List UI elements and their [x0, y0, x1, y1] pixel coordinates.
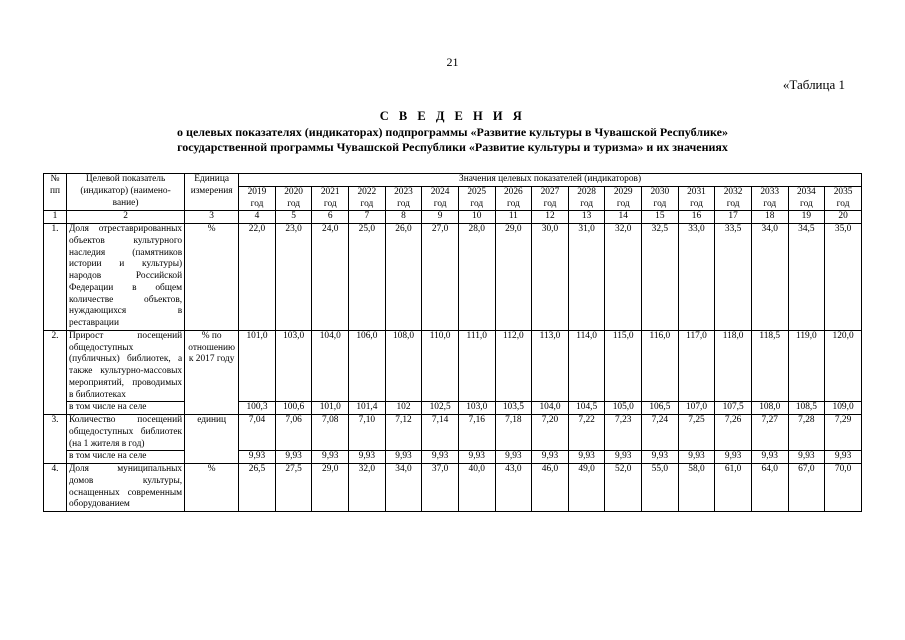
- subrow-value-cell: 9,93: [751, 451, 788, 464]
- table-row: [44, 415, 862, 451]
- subrow-value-cell: 100,6: [275, 402, 312, 415]
- header-unit: Единица измерения: [185, 174, 239, 211]
- column-number: 15: [642, 211, 679, 224]
- value-cell: 113,0: [532, 330, 569, 402]
- value-cell: 25,0: [349, 224, 386, 331]
- year-header: 2026 год: [495, 186, 532, 211]
- subrow-value-cell: 104,5: [568, 402, 605, 415]
- value-cell: 27,0: [422, 224, 459, 331]
- subrow-value-cell: 107,5: [715, 402, 752, 415]
- header-values-group: Значения целевых показателей (индикаторов): [239, 174, 862, 187]
- value-cell: 118,5: [751, 330, 788, 402]
- subrow-value-cell: 107,0: [678, 402, 715, 415]
- year-header: 2024 год: [422, 186, 459, 211]
- subrow-value-cell: 9,93: [532, 451, 569, 464]
- value-cell: 7,08: [312, 415, 349, 451]
- indicator-name: Количество посещений общедоступных библиотек (на 1 жителя в год): [67, 415, 185, 451]
- value-cell: 112,0: [495, 330, 532, 402]
- value-cell: 67,0: [788, 464, 825, 512]
- subrow-value-cell: 101,4: [349, 402, 386, 415]
- year-header: 2034 год: [788, 186, 825, 211]
- value-cell: 114,0: [568, 330, 605, 402]
- year-header: 2021 год: [312, 186, 349, 211]
- column-number: 14: [605, 211, 642, 224]
- value-cell: 7,14: [422, 415, 459, 451]
- value-cell: 24,0: [312, 224, 349, 331]
- subrow-value-cell: 9,93: [605, 451, 642, 464]
- column-number-row: [44, 211, 862, 224]
- column-number: 2: [67, 211, 185, 224]
- value-cell: 23,0: [275, 224, 312, 331]
- value-cell: 120,0: [825, 330, 862, 402]
- value-cell: 43,0: [495, 464, 532, 512]
- table-row: [44, 330, 862, 402]
- value-cell: 55,0: [642, 464, 679, 512]
- year-header: 2028 год: [568, 186, 605, 211]
- subrow-value-cell: 106,5: [642, 402, 679, 415]
- year-header: 2031 год: [678, 186, 715, 211]
- value-cell: 117,0: [678, 330, 715, 402]
- value-cell: 33,0: [678, 224, 715, 331]
- value-cell: 7,10: [349, 415, 386, 451]
- subrow-value-cell: 105,0: [605, 402, 642, 415]
- subrow-value-cell: 108,0: [751, 402, 788, 415]
- value-cell: 52,0: [605, 464, 642, 512]
- value-cell: 101,0: [239, 330, 276, 402]
- year-header: 2022 год: [349, 186, 386, 211]
- year-header: 2029 год: [605, 186, 642, 211]
- subrow-value-cell: 103,0: [458, 402, 495, 415]
- value-cell: 32,0: [605, 224, 642, 331]
- year-header: 2033 год: [751, 186, 788, 211]
- value-cell: 29,0: [495, 224, 532, 331]
- document-subtitle-line-1: о целевых показателях (индикаторах) подпрограммы «Развитие культуры в Чувашской Республике»: [177, 125, 728, 139]
- row-number: 3.: [44, 415, 67, 464]
- subrow-label: в том числе на селе: [67, 402, 185, 415]
- column-number: 8: [385, 211, 422, 224]
- table-row: [44, 464, 862, 512]
- header-num: № пп: [44, 174, 67, 211]
- column-number: 6: [312, 211, 349, 224]
- value-cell: 7,24: [642, 415, 679, 451]
- value-cell: 35,0: [825, 224, 862, 331]
- table-reference: «Таблица 1: [782, 77, 845, 92]
- value-cell: 7,23: [605, 415, 642, 451]
- table-subrow: [44, 451, 862, 464]
- value-cell: 118,0: [715, 330, 752, 402]
- year-header: 2023 год: [385, 186, 422, 211]
- subrow-value-cell: 9,93: [275, 451, 312, 464]
- subrow-value-cell: 9,93: [788, 451, 825, 464]
- value-cell: 33,5: [715, 224, 752, 331]
- column-number: 11: [495, 211, 532, 224]
- value-cell: 28,0: [458, 224, 495, 331]
- value-cell: 26,0: [385, 224, 422, 331]
- subrow-value-cell: 9,93: [568, 451, 605, 464]
- column-number: 17: [715, 211, 752, 224]
- column-number: 16: [678, 211, 715, 224]
- value-cell: 7,29: [825, 415, 862, 451]
- year-header: 2025 год: [458, 186, 495, 211]
- value-cell: 7,06: [275, 415, 312, 451]
- value-cell: 7,18: [495, 415, 532, 451]
- column-number: 10: [458, 211, 495, 224]
- unit-of-measure: %: [185, 464, 239, 512]
- value-cell: 104,0: [312, 330, 349, 402]
- unit-of-measure: %: [185, 224, 239, 331]
- table-subrow: [44, 402, 862, 415]
- value-cell: 7,27: [751, 415, 788, 451]
- value-cell: 7,28: [788, 415, 825, 451]
- subrow-value-cell: 9,93: [715, 451, 752, 464]
- page-number: 21: [446, 55, 459, 69]
- value-cell: 7,04: [239, 415, 276, 451]
- table-row: [44, 224, 862, 331]
- value-cell: 32,0: [349, 464, 386, 512]
- value-cell: 61,0: [715, 464, 752, 512]
- subrow-value-cell: 104,0: [532, 402, 569, 415]
- indicator-name: Доля муниципальных домов культуры, оснащенных современным оборудованием: [67, 464, 185, 512]
- value-cell: 7,12: [385, 415, 422, 451]
- value-cell: 106,0: [349, 330, 386, 402]
- value-cell: 116,0: [642, 330, 679, 402]
- value-cell: 108,0: [385, 330, 422, 402]
- subrow-value-cell: 9,93: [678, 451, 715, 464]
- value-cell: 29,0: [312, 464, 349, 512]
- subrow-label: в том числе на селе: [67, 451, 185, 464]
- value-cell: 111,0: [458, 330, 495, 402]
- column-number: 3: [185, 211, 239, 224]
- value-cell: 70,0: [825, 464, 862, 512]
- year-header: 2020 год: [275, 186, 312, 211]
- column-number: 4: [239, 211, 276, 224]
- subrow-value-cell: 9,93: [495, 451, 532, 464]
- indicator-name: Доля отреставрированных объектов культурного наследия (памятников истории и культуры) народов Российской Федерации в общем количестве объектов, нуждающихся в реставрации: [67, 224, 185, 331]
- column-number: 9: [422, 211, 459, 224]
- value-cell: 26,5: [239, 464, 276, 512]
- unit-of-measure: единиц: [185, 415, 239, 464]
- value-cell: 27,5: [275, 464, 312, 512]
- column-number: 1: [44, 211, 67, 224]
- subrow-value-cell: 100,3: [239, 402, 276, 415]
- value-cell: 31,0: [568, 224, 605, 331]
- value-cell: 7,26: [715, 415, 752, 451]
- subrow-value-cell: 109,0: [825, 402, 862, 415]
- value-cell: 32,5: [642, 224, 679, 331]
- value-cell: 46,0: [532, 464, 569, 512]
- value-cell: 64,0: [751, 464, 788, 512]
- header-indicator: Целевой показатель (индикатор) (наимено-вание): [67, 174, 185, 211]
- unit-of-measure: % по отношению к 2017 году: [185, 330, 239, 414]
- value-cell: 49,0: [568, 464, 605, 512]
- column-number: 19: [788, 211, 825, 224]
- value-cell: 7,25: [678, 415, 715, 451]
- value-cell: 30,0: [532, 224, 569, 331]
- row-number: 1.: [44, 224, 67, 331]
- value-cell: 34,0: [751, 224, 788, 331]
- subrow-value-cell: 103,5: [495, 402, 532, 415]
- year-header: 2030 год: [642, 186, 679, 211]
- column-number: 18: [751, 211, 788, 224]
- subrow-value-cell: 9,93: [385, 451, 422, 464]
- year-header: 2032 год: [715, 186, 752, 211]
- subrow-value-cell: 102,5: [422, 402, 459, 415]
- table-body: [44, 224, 862, 512]
- subrow-value-cell: 9,93: [239, 451, 276, 464]
- column-number: 13: [568, 211, 605, 224]
- value-cell: 34,0: [385, 464, 422, 512]
- value-cell: 40,0: [458, 464, 495, 512]
- document-title: С В Е Д Е Н И Я: [379, 109, 526, 123]
- column-number: 5: [275, 211, 312, 224]
- value-cell: 22,0: [239, 224, 276, 331]
- year-header: 2035 год: [825, 186, 862, 211]
- value-cell: 119,0: [788, 330, 825, 402]
- subrow-value-cell: 108,5: [788, 402, 825, 415]
- column-number: 12: [532, 211, 569, 224]
- year-header: 2027 год: [532, 186, 569, 211]
- subrow-value-cell: 9,93: [642, 451, 679, 464]
- document-subtitle-line-2: государственной программы Чувашской Республики «Развитие культуры и туризма» и их значениях: [177, 140, 728, 154]
- subrow-value-cell: 9,93: [349, 451, 386, 464]
- value-cell: 115,0: [605, 330, 642, 402]
- value-cell: 7,20: [532, 415, 569, 451]
- year-header: 2019 год: [239, 186, 276, 211]
- row-number: 4.: [44, 464, 67, 512]
- subrow-value-cell: 9,93: [458, 451, 495, 464]
- subrow-value-cell: 9,93: [312, 451, 349, 464]
- value-cell: 110,0: [422, 330, 459, 402]
- column-number: 7: [349, 211, 386, 224]
- value-cell: 58,0: [678, 464, 715, 512]
- subrow-value-cell: 9,93: [825, 451, 862, 464]
- subrow-value-cell: 101,0: [312, 402, 349, 415]
- value-cell: 37,0: [422, 464, 459, 512]
- subrow-value-cell: 9,93: [422, 451, 459, 464]
- value-cell: 7,16: [458, 415, 495, 451]
- value-cell: 34,5: [788, 224, 825, 331]
- value-cell: 7,22: [568, 415, 605, 451]
- subrow-value-cell: 102: [385, 402, 422, 415]
- value-cell: 103,0: [275, 330, 312, 402]
- indicator-name: Прирост посещений общедоступных (публичных) библиотек, а также культурно-массовых мероприятий, проводимых в библиотеках: [67, 330, 185, 402]
- column-number: 20: [825, 211, 862, 224]
- row-number: 2.: [44, 330, 67, 414]
- indicators-table: [43, 173, 862, 512]
